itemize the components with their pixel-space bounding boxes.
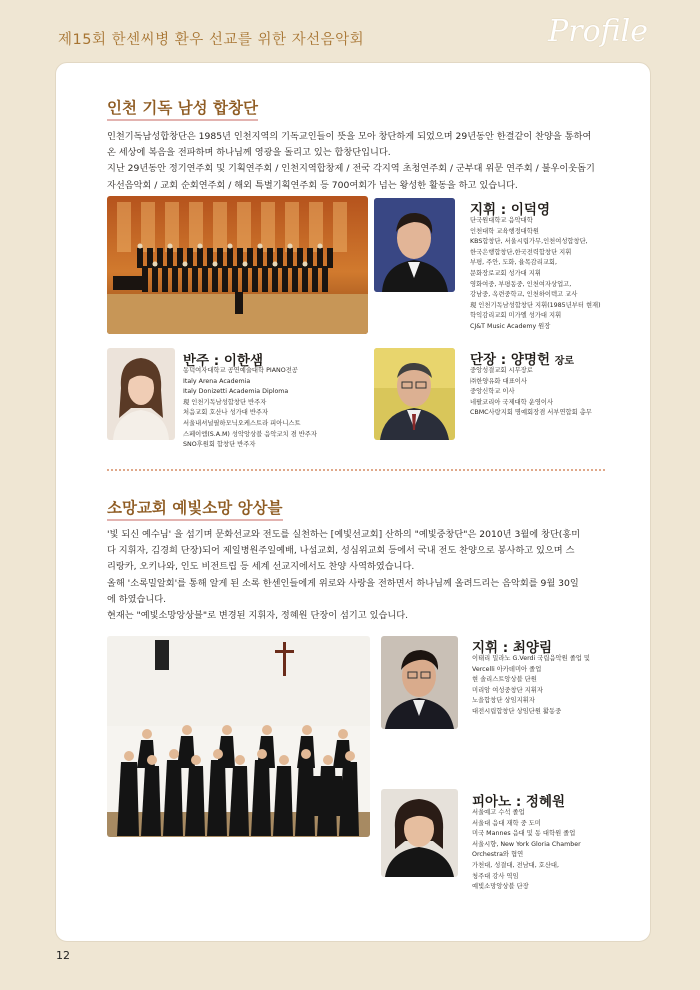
- leader-name-text: 단장 : 양명헌: [470, 352, 551, 368]
- accompanist-bio: [183, 366, 317, 451]
- pianist-bio: [472, 808, 581, 893]
- pianist-name: 피아노 : 정혜원: [472, 794, 566, 810]
- ensemble-photo: [107, 636, 370, 837]
- bio-line: 예빛소망앙상블 단장: [472, 883, 529, 891]
- section1-title: 인천 기독 남성 합창단: [107, 96, 258, 121]
- section2-paragraph-line: 리랑카, 오키나와, 인도 비전트립 등 세계 선교지에서도 찬양 사역하였습니다.: [107, 561, 415, 573]
- bio-line: 現 인천기독남성합창단 지휘(1985년부터 현재): [470, 301, 601, 309]
- section2-paragraph-line: 올해 '소록밀알회'를 통해 알게 된 소록 한센인들에게 위로와 사랑을 전하면서 하나님께 올려드리는 음악회를 9월 30일: [107, 577, 579, 589]
- pianist-portrait: [381, 789, 458, 877]
- bio-line: Italy Arena Academia: [183, 377, 251, 385]
- bio-line: Orchestra와 협연: [472, 851, 524, 859]
- bio-line: Vercelli 아카데미아 졸업: [472, 665, 542, 673]
- bio-line: 단국원대학교 음악대학: [470, 217, 533, 224]
- conductor-portrait: [374, 198, 455, 292]
- bio-line: 영화여중, 부평동중, 인천여자상업고,: [470, 280, 572, 288]
- section2-paragraph-line: '빛 되신 예수님' 을 섬기며 문화선교와 전도를 실천하는 [예빛선교회] 산하의 "예빛중창단"은 2010년 3월에 창단(홍미: [107, 529, 581, 540]
- section1-paragraph-line: 지난 29년동안 정기연주회 및 기획연주회 / 인천지역합창제 / 전국 각지역 초청연주회 / 군부대 위문 연주회 / 불우이웃돕기: [107, 163, 595, 175]
- bio-line: 서울내셔널필하모닉오케스트라 피아니스트: [183, 419, 301, 427]
- bio-line: 서울대 음대 재학 중 도미: [472, 819, 541, 827]
- section1-paragraph-line: 자선음악회 / 교회 순회연주회 / 해외 특별기획연주회 등 700여회가 넘는 왕성한 활동을 하고 있습니다.: [107, 179, 518, 191]
- bio-line: 이태리 밀라노 G.Verdi 국립음악원 졸업 및: [472, 655, 590, 662]
- bio-line: 강남중, 옥련중학교, 인천하이텍고 교사: [470, 291, 578, 299]
- leader-portrait: [374, 348, 455, 440]
- bio-line: 미리암 여성중창단 지휘자: [472, 686, 543, 694]
- bio-line: 스페이엠(S.A.M) 성악앙상블 음악코치 겸 반주자: [183, 430, 317, 438]
- section1-paragraph-line: 온 세상에 복음을 전파하며 하나님께 영광을 돌리고 있는 합창단입니다.: [107, 147, 391, 159]
- section-divider: [107, 469, 605, 471]
- conductor2-name: 지휘 : 최양림: [472, 640, 553, 656]
- conductor-name: 지휘 : 이덕영: [470, 202, 551, 218]
- bio-line: 서울예고 수석 졸업: [472, 809, 525, 816]
- section2-paragraph: [107, 527, 602, 624]
- page-number: 12: [56, 949, 70, 962]
- bio-line: 청주대 강사 역임: [472, 872, 519, 880]
- bio-line: KBS합창단, 서울시립가무,인천여성합창단,: [470, 238, 588, 246]
- leader-bio: [470, 366, 592, 419]
- bio-line: 노을합창단 상임지휘자: [472, 697, 535, 705]
- header-title: 제15회 한센씨병 환우 선교를 위한 자선음악회: [58, 32, 365, 48]
- bio-line: 네팔코리아 국제대학 운영이사: [470, 398, 554, 406]
- bio-line: 현 솔리스트앙상블 단원: [472, 676, 537, 684]
- bio-line: 미국 Mannes 음대 및 동 대학원 졸업: [472, 830, 576, 838]
- bio-line: 학익감리교회 미가엘 성가대 지휘: [470, 312, 562, 320]
- accompanist-name: 반주 : 이한샘: [183, 353, 264, 369]
- conductor-bio: [470, 216, 601, 333]
- bio-line: 중앙신학교 이사: [470, 388, 515, 396]
- section2-paragraph-line: 다 지휘자, 김경희 단장)되어 제일병원주일예배, 나섬교회, 성심위교회 등에서 국내 전도 찬양으로 봉사하고 있으며 스: [107, 545, 575, 557]
- bio-line: 부평, 주안, 도화, 율목감리교회,: [470, 259, 558, 267]
- conductor2-bio: [472, 654, 590, 718]
- bio-line: 처음교회 호산나 성가대 반주자: [183, 409, 269, 417]
- conductor2-portrait: [381, 636, 458, 729]
- section2-paragraph-line: 현재는 "예빛소망앙상블"로 변경된 지휘자, 정혜원 단장이 섬기고 있습니다.: [107, 610, 408, 622]
- bio-line: Italy Donizetti Academia Diploma: [183, 388, 289, 396]
- bio-line: 문화장로교회 성가대 지휘: [470, 269, 541, 277]
- bio-line: CBMC사랑지회 명예회장겸 서부연합회 총무: [470, 409, 592, 417]
- section1-paragraph: [107, 129, 602, 194]
- bio-line: 동덕여자대학교 공연예술대학 PIANO전공: [183, 367, 298, 374]
- bio-line: 서울시향, New York Gloria Chamber: [472, 840, 581, 848]
- leader-name: [470, 348, 574, 368]
- section2-paragraph-line: 에 하였습니다.: [107, 593, 167, 605]
- bio-line: CJ&T Music Academy 원장: [470, 322, 551, 330]
- bio-line: SNO후원회 합창단 반주자: [183, 441, 256, 449]
- section2-title: 소망교회 예빛소망 앙상블: [107, 496, 283, 521]
- bio-line: 現 인천기독남성합창단 반주자: [183, 398, 267, 406]
- header-profile-label: Profile: [548, 14, 648, 49]
- bio-line: 한국은행합창단,한국전력합창단 지휘: [470, 248, 572, 256]
- leader-name-suffix: 장로: [554, 356, 575, 367]
- bio-line: ㈜한양유화 대표이사: [470, 377, 527, 385]
- bio-line: 인천대학 교육행정대학원: [470, 227, 539, 235]
- accompanist-portrait: [107, 348, 175, 440]
- bio-line: 중앙성결교회 시무장로: [470, 367, 533, 374]
- choir-photo: [107, 196, 368, 334]
- bio-line: 가천대, 성결대, 전남대, 호산대,: [472, 861, 560, 869]
- section1-paragraph-line: 인천기독남성합창단은 1985년 인천지역의 기독교인들이 뜻을 모아 창단하게 되었으며 29년동안 한결같이 찬양을 통하여: [107, 131, 592, 142]
- bio-line: 대전시립합창단 상임단원 활동중: [472, 707, 562, 715]
